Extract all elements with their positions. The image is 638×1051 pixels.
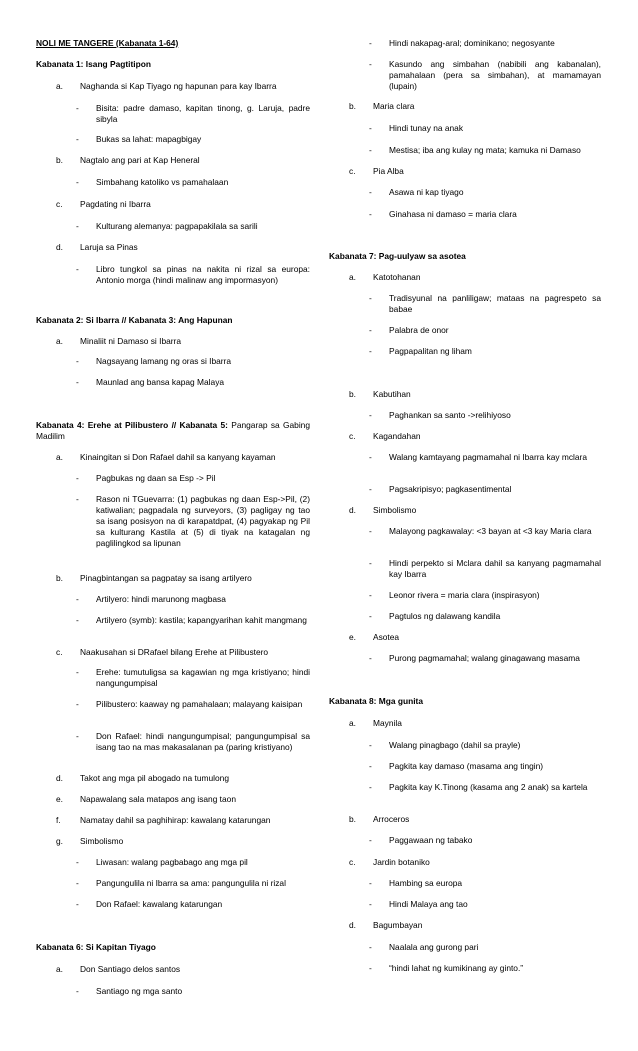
bullet-dash: - — [369, 761, 372, 771]
bullet-dash: - — [369, 187, 372, 197]
bullet-dash: - — [76, 377, 79, 387]
item-text: Katotohanan — [373, 272, 421, 282]
bullet-dash: - — [76, 177, 79, 187]
bullet-text: Pagkita kay K.Tinong (kasama ang 2 anak) sa kartela — [389, 782, 588, 792]
item-marker: a. — [56, 452, 63, 462]
bullet-text: Pagkita kay damaso (masama ang tingin) — [389, 761, 544, 771]
item-marker: d. — [56, 242, 63, 252]
bullet-text: Hindi perpekto si Mclara dahil sa kanyang pagmamahal kay Ibarra — [389, 558, 601, 579]
bullet-text: Hambing sa europa — [389, 878, 463, 888]
item-text: Takot ang mga pil abogado na tumulong — [80, 773, 229, 783]
item-text: Simbolismo — [373, 505, 417, 515]
bullet-dash: - — [76, 731, 79, 741]
item-text: Naakusahan si DRafael bilang Erehe at Pilibustero — [80, 647, 269, 657]
bullet-dash: - — [369, 145, 372, 155]
bullet-text: Kasundo ang simbahan (nabibili ang kabanalan), pamahalaan (pera sa simbahan), at mamamayan (lupain) — [389, 59, 601, 91]
item-marker: d. — [349, 920, 356, 930]
item-text: Maynila — [373, 718, 402, 728]
item-text: Kagandahan — [373, 431, 421, 441]
chapter-6-heading: Kabanata 6: Si Kapitan Tiyago — [36, 942, 156, 952]
bullet-text: Kulturang alemanya: pagpapakilala sa sarili — [96, 221, 258, 231]
item-text: Pinagbintangan sa pagpatay sa isang artilyero — [80, 573, 252, 583]
bullet-text: Don Rafael: hindi nangungumpisal; pangungumpisal sa isang tao na mas makasalanan pa (paring kristiyano) — [96, 731, 310, 752]
bullet-text: Mestisa; iba ang kulay ng mata; kamuka ni Damaso — [389, 145, 581, 155]
bullet-dash: - — [76, 878, 79, 888]
bullet-dash: - — [76, 494, 79, 504]
bullet-text: Walang pinagbago (dahil sa prayle) — [389, 740, 521, 750]
bullet-dash: - — [369, 59, 372, 69]
item-marker: c. — [56, 647, 63, 657]
bullet-dash: - — [369, 963, 372, 973]
bullet-text: Libro tungkol sa pinas na nakita ni rizal sa europa: Antonio morga (hindi malinaw ang impormasyon) — [96, 264, 310, 285]
bullet-text: Don Rafael: kawalang katarungan — [96, 899, 223, 909]
item-text: Kinaingitan si Don Rafael dahil sa kanyang kayaman — [80, 452, 276, 462]
bullet-text: Hindi nakapag-aral; dominikano; negosyante — [389, 38, 555, 48]
item-marker: b. — [349, 389, 356, 399]
bullet-dash: - — [76, 857, 79, 867]
bullet-dash: - — [369, 410, 372, 420]
bullet-text: Pilibustero: kaaway ng pamahalaan; malayang kaisipan — [96, 699, 303, 709]
bullet-text: Pagtulos ng dalawang kandila — [389, 611, 501, 621]
bullet-dash: - — [369, 452, 372, 462]
item-marker: g. — [56, 836, 63, 846]
bullet-text: Bukas sa lahat: mapagbigay — [96, 134, 202, 144]
bullet-dash: - — [369, 123, 372, 133]
item-marker: d. — [56, 773, 63, 783]
item-marker: b. — [56, 573, 63, 583]
bullet-dash: - — [76, 473, 79, 483]
document-title: NOLI ME TANGERE (Kabanata 1-64) — [36, 38, 179, 48]
bullet-dash: - — [369, 611, 372, 621]
bullet-text: Santiago ng mga santo — [96, 986, 183, 996]
bullet-text: “hindi lahat ng kumikinang ay ginto.” — [389, 963, 524, 973]
bullet-text: Tradisyunal na panliligaw; mataas na pagrespeto sa babae — [389, 293, 601, 314]
bullet-text: Erehe: tumutuligsa sa kagawian ng mga kristiyano; hindi nangungumpisal — [96, 667, 310, 688]
bullet-dash: - — [76, 594, 79, 604]
bullet-dash: - — [369, 878, 372, 888]
bullet-dash: - — [369, 293, 372, 303]
bullet-text: Palabra de onor — [389, 325, 449, 335]
bullet-dash: - — [369, 325, 372, 335]
item-marker: b. — [349, 101, 356, 111]
heading-rest: Pangarap sa Gabing Madilim — [36, 420, 310, 441]
bullet-dash: - — [76, 103, 79, 113]
bullet-text: Hindi Malaya ang tao — [389, 899, 468, 909]
bullet-text: Maunlad ang bansa kapag Malaya — [96, 377, 225, 387]
bullet-text: Artilyero (symb): kastila; kapangyarihan kahit mangmang — [96, 615, 307, 625]
bullet-dash: - — [76, 221, 79, 231]
item-text: Asotea — [373, 632, 400, 642]
bullet-text: Artilyero: hindi marunong magbasa — [96, 594, 226, 604]
bullet-text: Nagsayang lamang ng oras si Ibarra — [96, 356, 232, 366]
item-text: Naghanda si Kap Tiyago ng hapunan para kay Ibarra — [80, 81, 277, 91]
bullet-dash: - — [369, 653, 372, 663]
bullet-text: Liwasan: walang pagbabago ang mga pil — [96, 857, 248, 867]
bullet-dash: - — [76, 667, 79, 677]
item-marker: b. — [349, 814, 356, 824]
chapter-7-heading: Kabanata 7: Pag-uulyaw sa asotea — [329, 251, 466, 261]
bullet-dash: - — [369, 526, 372, 536]
item-text: Kabutihan — [373, 389, 411, 399]
bullet-dash: - — [76, 615, 79, 625]
chapter-2-heading: Kabanata 2: Si Ibarra // Kabanata 3: Ang Hapunan — [36, 315, 233, 325]
item-marker: a. — [349, 272, 356, 282]
item-text: Don Santiago delos santos — [80, 964, 181, 974]
item-marker: b. — [56, 155, 63, 165]
bullet-dash: - — [369, 782, 372, 792]
item-text: Arroceros — [373, 814, 410, 824]
bullet-text: Bisita: padre damaso, kapitan tinong, g. Laruja, padre sibyla — [96, 103, 310, 124]
bullet-dash: - — [369, 740, 372, 750]
item-text: Pia Alba — [373, 166, 404, 176]
bullet-text: Hindi tunay na anak — [389, 123, 464, 133]
bullet-text: Malayong pagkawalay: <3 bayan at <3 kay Maria clara — [389, 526, 592, 536]
heading-bold: Kabanata 4: Erehe at Pilibustero // Kabanata 5: — [36, 420, 228, 430]
bullet-text: Pagpapalitan ng liham — [389, 346, 472, 356]
item-text: Nagtalo ang pari at Kap Heneral — [80, 155, 200, 165]
item-text: Napawalang sala matapos ang isang taon — [80, 794, 236, 804]
chapter-4-heading — [36, 420, 310, 442]
item-marker: c. — [349, 166, 356, 176]
bullet-text: Ginahasa ni damaso = maria clara — [389, 209, 517, 219]
bullet-dash: - — [369, 209, 372, 219]
bullet-text: Rason ni TGuevarra: (1) pagbukas ng daan Esp->Pil, (2) katiwalian; pagpadala ng surveyors, (3) pagligay ng tao sa isang posisyon na di karapatdpat, (4) pagyakap ng Pil sa kulturang Kastila at (5) di tiyak na katagalan ng paglilingkod sa lipunan — [96, 494, 310, 548]
bullet-dash: - — [76, 699, 79, 709]
item-text: Bagumbayan — [373, 920, 423, 930]
item-text: Namatay dahil sa paghihirap: kawalang katarungan — [80, 815, 271, 825]
bullet-dash: - — [369, 835, 372, 845]
item-marker: e. — [349, 632, 356, 642]
bullet-dash: - — [369, 346, 372, 356]
bullet-text: Pagsakripisyo; pagkasentimental — [389, 484, 512, 494]
bullet-text: Pagbukas ng daan sa Esp -> Pil — [96, 473, 216, 483]
bullet-dash: - — [76, 134, 79, 144]
chapter-1-heading: Kabanata 1: Isang Pagtitipon — [36, 59, 151, 69]
item-text: Laruja sa Pinas — [80, 242, 138, 252]
bullet-dash: - — [76, 356, 79, 366]
bullet-dash: - — [369, 899, 372, 909]
item-marker: c. — [56, 199, 63, 209]
bullet-dash: - — [369, 942, 372, 952]
item-marker: a. — [56, 81, 63, 91]
chapter-8-heading: Kabanata 8: Mga gunita — [329, 696, 423, 706]
bullet-dash: - — [369, 38, 372, 48]
bullet-text: Paggawaan ng tabako — [389, 835, 473, 845]
bullet-text: Purong pagmamahal; walang ginagawang masama — [389, 653, 580, 663]
item-marker: c. — [349, 857, 356, 867]
bullet-text: Leonor rivera = maria clara (inspirasyon) — [389, 590, 540, 600]
bullet-text: Pangungulila ni Ibarra sa ama: pangungulila ni rizal — [96, 878, 286, 888]
item-marker: a. — [56, 964, 63, 974]
bullet-dash: - — [76, 264, 79, 274]
bullet-text: Paghankan sa santo ->relihiyoso — [389, 410, 511, 420]
item-marker: d. — [349, 505, 356, 515]
item-text: Pagdating ni Ibarra — [80, 199, 151, 209]
item-marker: c. — [349, 431, 356, 441]
bullet-text: Simbahang katoliko vs pamahalaan — [96, 177, 229, 187]
item-text: Jardin botaniko — [373, 857, 430, 867]
item-text: Maria clara — [373, 101, 415, 111]
item-text: Simbolismo — [80, 836, 124, 846]
bullet-dash: - — [369, 590, 372, 600]
bullet-text: Naalala ang gurong pari — [389, 942, 479, 952]
item-marker: e. — [56, 794, 63, 804]
bullet-dash: - — [76, 986, 79, 996]
bullet-text: Asawa ni kap tiyago — [389, 187, 464, 197]
bullet-dash: - — [76, 899, 79, 909]
item-marker: a. — [349, 718, 356, 728]
item-marker: a. — [56, 336, 63, 346]
item-marker: f. — [56, 815, 61, 825]
bullet-dash: - — [369, 558, 372, 568]
bullet-dash: - — [369, 484, 372, 494]
item-text: Minaliit ni Damaso si Ibarra — [80, 336, 181, 346]
bullet-text: Walang kamtayang pagmamahal ni Ibarra kay mclara — [389, 452, 587, 462]
